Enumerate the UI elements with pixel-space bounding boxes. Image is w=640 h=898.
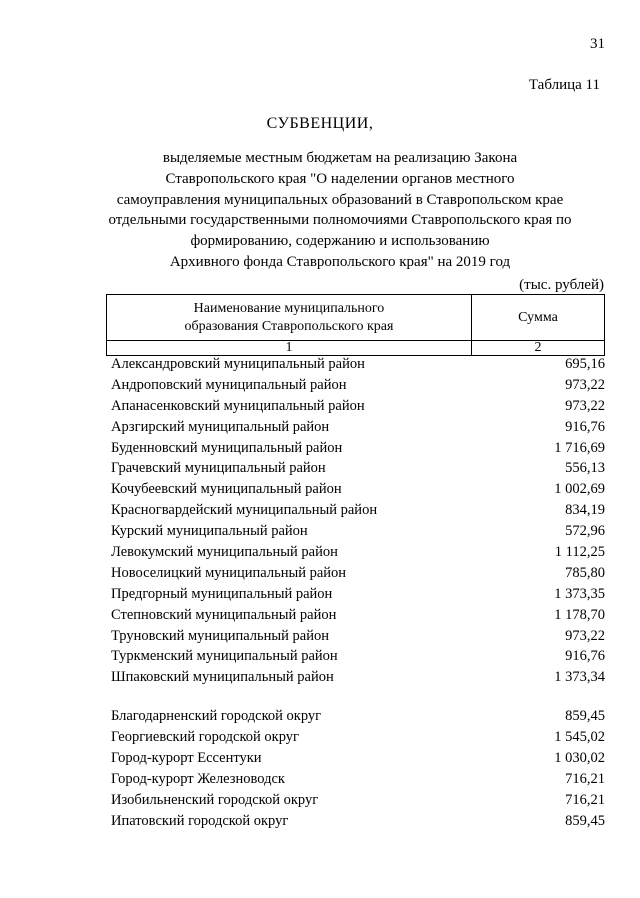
amount-value: 973,22	[565, 627, 605, 644]
municipality-name: Новоселицкий муниципальный район	[111, 564, 347, 581]
subtitle-line: самоуправления муниципальных образований в Ставропольском крае	[116, 191, 564, 208]
municipality-name: Александровский муниципальный район	[111, 356, 365, 372]
amount-value: 556,13	[565, 460, 605, 477]
table-label: Таблица 11	[528, 77, 600, 93]
subtitle-line: Архивного фонда Ставропольского края" на 2019 год	[169, 253, 511, 270]
table-row	[111, 667, 605, 688]
table-row	[111, 375, 605, 396]
table-row	[111, 438, 605, 459]
municipality-name: Город-курорт Железноводск	[111, 770, 285, 787]
column-index-1: 1	[107, 341, 472, 356]
table-row	[111, 584, 605, 605]
municipality-name: Шпаковский муниципальный район	[111, 669, 334, 686]
unit-label: (тыс. рублей)	[519, 277, 604, 293]
municipality-name: Туркменский муниципальный район	[111, 648, 338, 665]
column-index-2: 2	[472, 341, 605, 356]
municipality-name: Курский муниципальный район	[111, 523, 308, 540]
districts-group	[111, 354, 605, 688]
table-row	[111, 396, 605, 417]
municipality-name: Благодарненский городской округ	[111, 708, 322, 725]
table-row	[111, 563, 605, 584]
municipality-name: Буденновский муниципальный район	[111, 439, 343, 456]
amount-value: 716,21	[565, 791, 605, 808]
column-header-sum: Сумма	[472, 295, 605, 341]
municipality-name: Арзгирский муниципальный район	[111, 418, 330, 435]
amount-value: 1 112,25	[554, 544, 605, 561]
table-row	[111, 769, 605, 790]
table-row	[111, 354, 605, 375]
amount-value: 859,45	[565, 812, 605, 829]
municipality-name: Грачевский муниципальный район	[111, 460, 326, 477]
page-number: 31	[590, 36, 605, 52]
subtitle-line: Ставропольского края "О наделении органов местного	[165, 170, 515, 187]
subtitle-line: выделяемые местным бюджетам на реализацию Закона	[162, 150, 518, 166]
table-row	[111, 626, 605, 647]
table-row	[111, 479, 605, 500]
municipality-name: Андроповский муниципальный район	[111, 376, 347, 393]
table-row	[111, 727, 605, 748]
column-header-name-line: Наименование муниципального	[193, 300, 385, 316]
document-title: СУБВЕНЦИИ,	[266, 115, 374, 132]
table-row	[111, 542, 605, 563]
amount-value: 859,45	[565, 708, 605, 725]
okrugs-group	[111, 706, 605, 831]
municipality-name: Апанасенковский муниципальный район	[111, 397, 365, 414]
amount-value: 1 545,02	[554, 729, 605, 746]
amount-value: 973,22	[565, 397, 605, 414]
municipality-name: Ипатовский городской округ	[111, 812, 289, 829]
column-header-name	[107, 295, 472, 341]
municipality-name: Город-курорт Ессентуки	[111, 750, 262, 767]
amount-value: 916,76	[565, 648, 605, 665]
amount-value: 785,80	[565, 564, 605, 581]
amount-value: 916,76	[565, 418, 605, 435]
municipality-name: Изобильненский городской округ	[111, 791, 319, 808]
subtitle-line: отдельными государственными полномочиями Ставропольского края по	[108, 212, 572, 229]
subtitle-line: формированию, содержанию и использованию	[190, 233, 490, 250]
table-row	[111, 521, 605, 542]
municipality-name: Степновский муниципальный район	[111, 606, 337, 623]
table-row	[111, 458, 605, 479]
table-row	[111, 417, 605, 438]
municipality-name: Красногвардейский муниципальный район	[111, 502, 378, 519]
amount-value: 1 002,69	[554, 481, 605, 498]
amount-value: 716,21	[565, 770, 605, 787]
table-header	[106, 294, 605, 356]
municipality-name: Левокумский муниципальный район	[111, 544, 338, 561]
table-row	[111, 605, 605, 626]
table-body	[111, 354, 605, 832]
amount-value: 1 373,35	[554, 585, 605, 602]
amount-value: 973,22	[565, 376, 605, 393]
column-header-name-line: образования Ставропольского края	[184, 318, 394, 334]
amount-value: 1 716,69	[554, 439, 605, 456]
municipality-name: Предгорный муниципальный район	[111, 585, 333, 602]
municipality-name: Кочубеевский муниципальный район	[111, 481, 342, 498]
amount-value: 572,96	[565, 523, 605, 540]
document-subtitle	[95, 148, 585, 273]
municipality-name: Труновский муниципальный район	[111, 627, 329, 644]
table-row	[111, 748, 605, 769]
amount-value: 834,19	[565, 502, 605, 519]
table-row	[111, 646, 605, 667]
table-row	[111, 706, 605, 727]
amount-value: 1 178,70	[554, 606, 605, 623]
amount-value: 695,16	[565, 356, 605, 372]
table-row	[111, 811, 605, 832]
amount-value: 1 373,34	[554, 669, 605, 686]
municipality-name: Георгиевский городской округ	[111, 729, 299, 746]
table-row	[111, 500, 605, 521]
table-row	[111, 790, 605, 811]
amount-value: 1 030,02	[554, 750, 605, 767]
group-separator	[111, 688, 605, 706]
